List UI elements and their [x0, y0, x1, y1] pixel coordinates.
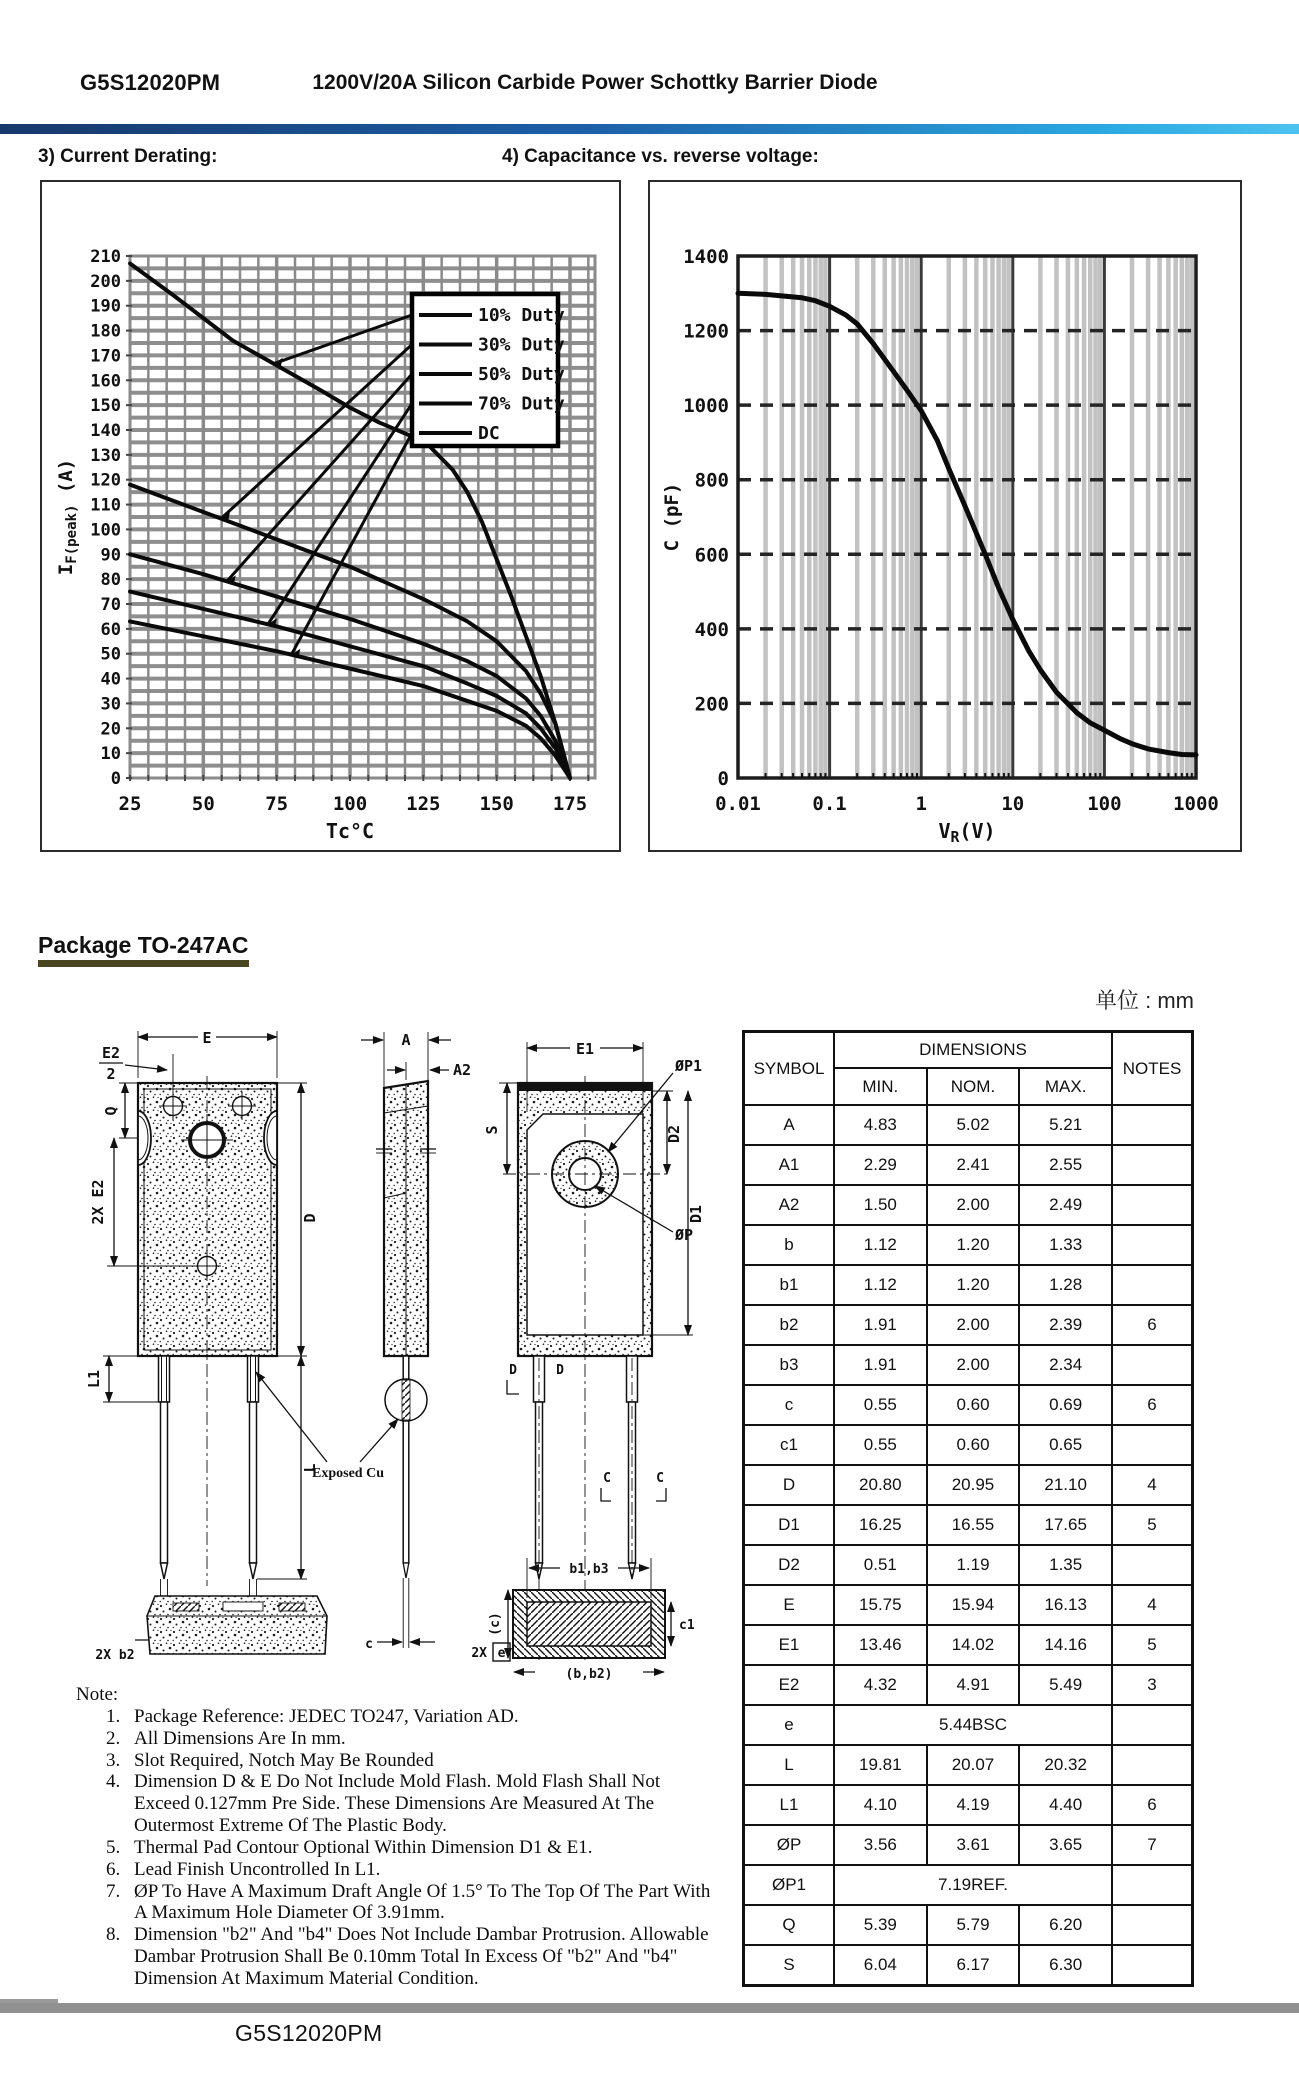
- dim-label-2xE2: 2X E2: [89, 1179, 107, 1225]
- min-cell: 6.04: [834, 1945, 927, 1986]
- min-cell: 16.25: [834, 1505, 927, 1545]
- note-item: [76, 1771, 712, 1837]
- table-row: [744, 1545, 1193, 1585]
- dim-label-D2: D2: [665, 1124, 683, 1144]
- note-cell: [1112, 1865, 1193, 1905]
- max-cell: 16.13: [1019, 1585, 1112, 1625]
- dim-label-2x: 2X: [471, 1646, 487, 1661]
- min-cell: 20.80: [834, 1465, 927, 1505]
- max-cell: 3.65: [1019, 1825, 1112, 1865]
- max-cell: 6.20: [1019, 1905, 1112, 1945]
- dimensions-table: [742, 1030, 1194, 1987]
- min-cell: 0.55: [834, 1425, 927, 1465]
- y-tick-label: 170: [90, 346, 121, 367]
- min-cell: 5.39: [834, 1905, 927, 1945]
- y-tick-label: 20: [100, 719, 121, 740]
- y-tick-label: 1200: [683, 320, 729, 343]
- package-outline-drawing: [55, 1018, 735, 1718]
- capacitance-chart-svg: [650, 182, 1240, 850]
- y-tick-label: 60: [100, 619, 121, 640]
- table-row: [744, 1305, 1193, 1345]
- table-row: [744, 1425, 1193, 1465]
- x-tick-label: 1: [915, 793, 927, 815]
- y-tick-label: 90: [100, 545, 121, 566]
- max-cell: 21.10: [1019, 1465, 1112, 1505]
- y-tick-label: 80: [100, 570, 121, 591]
- derating-chart-svg: [42, 182, 619, 850]
- note-cell: 6: [1112, 1385, 1193, 1425]
- max-cell: 1.35: [1019, 1545, 1112, 1585]
- notes-list: [76, 1706, 712, 1990]
- notes-block: [76, 1684, 712, 1990]
- symbol-cell: E: [744, 1585, 835, 1625]
- table-row: [744, 1385, 1193, 1425]
- symbol-cell: L1: [744, 1785, 835, 1825]
- min-cell: 15.75: [834, 1585, 927, 1625]
- x-tick-label: 100: [1087, 793, 1122, 815]
- max-cell: 5.49: [1019, 1665, 1112, 1705]
- y-tick-label: 150: [90, 396, 121, 417]
- col-header-symbol: SYMBOL: [744, 1032, 835, 1106]
- note-text: ØP To Have A Maximum Draft Angle Of 1.5° To The Top Of The Part With A Maximum Hole Diameter Of 3.91mm.: [134, 1880, 711, 1924]
- table-row: [744, 1505, 1193, 1545]
- side-view: [256, 1031, 471, 1652]
- symbol-cell: Q: [744, 1905, 835, 1945]
- table-row: [744, 1225, 1193, 1265]
- note-text: All Dimensions Are In mm.: [134, 1727, 346, 1749]
- y-tick-label: 110: [90, 495, 121, 516]
- legend: [412, 294, 565, 446]
- y-tick-label: 1000: [683, 395, 729, 418]
- package-title: Package TO-247AC: [38, 932, 249, 967]
- dim-label-L: L: [301, 1463, 319, 1473]
- package-outline-svg: [55, 1018, 735, 1718]
- x-tick-label: 50: [191, 793, 215, 815]
- capacitance-chart: [648, 180, 1242, 852]
- dim-label-c1: c1: [679, 1618, 695, 1633]
- page-title: 1200V/20A Silicon Carbide Power Schottky Barrier Diode: [312, 71, 878, 94]
- table-row: [744, 1705, 1193, 1745]
- note-cell: [1112, 1945, 1193, 1986]
- dim-label-c: c: [365, 1637, 373, 1652]
- min-cell: 1.91: [834, 1345, 927, 1385]
- x-tick-label: 10: [1001, 793, 1025, 815]
- note-cell: [1112, 1185, 1193, 1225]
- table-row: [744, 1185, 1193, 1225]
- note-cell: 4: [1112, 1585, 1193, 1625]
- nom-cell: 0.60: [927, 1385, 1020, 1425]
- symbol-cell: c: [744, 1385, 835, 1425]
- symbol-cell: E1: [744, 1625, 835, 1665]
- legend-label: 30% Duty: [478, 334, 565, 356]
- max-cell: 17.65: [1019, 1505, 1112, 1545]
- span-value-cell: 7.19REF.: [834, 1865, 1112, 1905]
- table-row: [744, 1865, 1193, 1905]
- min-cell: 4.10: [834, 1785, 927, 1825]
- note-cell: [1112, 1705, 1193, 1745]
- dim-label-L1: L1: [85, 1369, 103, 1389]
- y-axis-title: C (pF): [661, 482, 683, 552]
- nom-cell: 15.94: [927, 1585, 1020, 1625]
- nom-cell: 5.02: [927, 1105, 1020, 1145]
- units-label: 单位 : mm: [1095, 988, 1194, 1013]
- y-tick-label: 210: [90, 247, 121, 267]
- y-tick-label: 130: [90, 445, 121, 466]
- symbol-cell: ØP: [744, 1825, 835, 1865]
- symbol-cell: A1: [744, 1145, 835, 1185]
- col-header-nom: NOM.: [927, 1068, 1020, 1105]
- x-tick-label: 125: [406, 793, 441, 815]
- max-cell: 5.21: [1019, 1105, 1112, 1145]
- legend-label: 10% Duty: [478, 305, 565, 326]
- x-tick-label: 75: [265, 793, 289, 815]
- y-tick-label: 160: [90, 371, 121, 392]
- note-number: 5.: [106, 1836, 121, 1858]
- x-tick-label: 0.1: [812, 793, 847, 815]
- symbol-cell: D1: [744, 1505, 835, 1545]
- dim-label-D: D: [301, 1213, 319, 1223]
- note-cell: 6: [1112, 1785, 1193, 1825]
- span-value-cell: 5.44BSC: [834, 1705, 1112, 1745]
- footer-bar: [0, 2003, 1299, 2013]
- section-label-C-right: C: [656, 1471, 664, 1486]
- dim-label-P: ØP: [675, 1226, 694, 1244]
- col-header-min: MIN.: [834, 1068, 927, 1105]
- max-cell: 2.55: [1019, 1145, 1112, 1185]
- x-tick-label: 25: [118, 793, 142, 815]
- y-axis-title: $I_{F(peak)}$ (A): [55, 458, 80, 576]
- legend-label: 50% Duty: [478, 364, 565, 385]
- symbol-cell: D2: [744, 1545, 835, 1585]
- max-cell: 14.16: [1019, 1625, 1112, 1665]
- nom-cell: 14.02: [927, 1625, 1020, 1665]
- y-tick-label: 200: [90, 271, 121, 292]
- y-tick-label: 100: [90, 520, 121, 541]
- nom-cell: 20.07: [927, 1745, 1020, 1785]
- lead-cross-section: [488, 1558, 695, 1682]
- legend-label: DC: [478, 423, 500, 444]
- table-row: [744, 1145, 1193, 1185]
- dim-label-c-paren: (c): [488, 1612, 503, 1636]
- dim-label-P1: ØP1: [675, 1057, 703, 1075]
- y-tick-label: 120: [90, 470, 121, 491]
- table-row: [744, 1105, 1193, 1145]
- nom-cell: 3.61: [927, 1825, 1020, 1865]
- dim-label-E: E: [202, 1029, 212, 1047]
- section-label-C-left: C: [603, 1471, 611, 1486]
- y-tick-label: 50: [100, 644, 121, 665]
- exposed-cu-label: Exposed Cu: [312, 1466, 384, 1481]
- note-cell: 4: [1112, 1465, 1193, 1505]
- max-cell: 0.65: [1019, 1425, 1112, 1465]
- nom-cell: 20.95: [927, 1465, 1020, 1505]
- footer-part-number: G5S12020PM: [235, 2020, 383, 2046]
- note-cell: [1112, 1745, 1193, 1785]
- nom-cell: 0.60: [927, 1425, 1020, 1465]
- note-item: [76, 1837, 712, 1859]
- min-cell: 13.46: [834, 1625, 927, 1665]
- symbol-cell: ØP1: [744, 1865, 835, 1905]
- table-row: [744, 1265, 1193, 1305]
- min-cell: 0.51: [834, 1545, 927, 1585]
- dim-label-E1: E1: [575, 1040, 595, 1058]
- dim-label-S: S: [483, 1125, 501, 1135]
- dim-label-2xb2: 2X b2: [95, 1648, 135, 1663]
- section-label-D-right: D: [556, 1363, 564, 1378]
- note-cell: [1112, 1425, 1193, 1465]
- note-cell: 5: [1112, 1505, 1193, 1545]
- table-row: [744, 1905, 1193, 1945]
- section-title-capacitance: 4) Capacitance vs. reverse voltage:: [502, 146, 819, 167]
- x-tick-label: 0.01: [715, 793, 761, 815]
- derating-chart: [40, 180, 621, 852]
- note-text: Lead Finish Uncontrolled In L1.: [134, 1858, 381, 1880]
- dim-label-A2: A2: [453, 1061, 472, 1079]
- symbol-cell: b: [744, 1225, 835, 1265]
- dim-label-E2-num: E2: [101, 1044, 121, 1062]
- note-text: Slot Required, Notch May Be Rounded: [134, 1749, 434, 1771]
- symbol-cell: c1: [744, 1425, 835, 1465]
- note-cell: 5: [1112, 1625, 1193, 1665]
- y-tick-label: 600: [694, 544, 729, 567]
- table-row: [744, 1625, 1193, 1665]
- dim-table-body: [744, 1105, 1193, 1986]
- y-tick-label: 0: [110, 769, 121, 789]
- section-title-derating: 3) Current Derating:: [38, 146, 218, 167]
- note-number: 7.: [106, 1880, 121, 1902]
- note-cell: [1112, 1905, 1193, 1945]
- x-tick-label: 175: [552, 793, 588, 815]
- min-cell: 1.50: [834, 1185, 927, 1225]
- y-tick-label: 140: [90, 421, 121, 441]
- y-tick-label: 70: [100, 595, 121, 615]
- y-tick-label: 30: [100, 694, 121, 715]
- nom-cell: 2.00: [927, 1185, 1020, 1225]
- note-number: 2.: [106, 1727, 121, 1749]
- min-cell: 1.91: [834, 1305, 927, 1345]
- note-cell: [1112, 1225, 1193, 1265]
- note-item: [76, 1881, 712, 1925]
- min-cell: 3.56: [834, 1825, 927, 1865]
- section-label-D-left: D: [509, 1363, 517, 1378]
- nom-cell: 2.41: [927, 1145, 1020, 1185]
- x-axis-title: $V_R(V)$: [938, 819, 996, 846]
- table-row: [744, 1945, 1193, 1986]
- note-item: [76, 1859, 712, 1881]
- front-view: [85, 1029, 319, 1663]
- table-row: [744, 1585, 1193, 1625]
- max-cell: 2.34: [1019, 1345, 1112, 1385]
- note-number: 6.: [106, 1858, 121, 1880]
- note-text: Thermal Pad Contour Optional Within Dimension D1 & E1.: [134, 1836, 593, 1858]
- table-row: [744, 1665, 1193, 1705]
- back-leads: [534, 1356, 638, 1579]
- dim-label-bb2: (b,b2): [565, 1667, 613, 1682]
- nom-cell: 1.20: [927, 1265, 1020, 1305]
- front-leads: [159, 1356, 259, 1579]
- x-axis-title: Tc°C: [325, 819, 375, 843]
- y-tick-label: 0: [717, 768, 729, 790]
- max-cell: 0.69: [1019, 1385, 1112, 1425]
- col-header-dimensions: DIMENSIONS: [834, 1032, 1112, 1069]
- x-tick-label: 1000: [1173, 793, 1219, 815]
- table-row: [744, 1825, 1193, 1865]
- table-row: [744, 1745, 1193, 1785]
- y-tick-label: 10: [100, 744, 121, 765]
- note-cell: 3: [1112, 1665, 1193, 1705]
- symbol-cell: A2: [744, 1185, 835, 1225]
- col-header-max: MAX.: [1019, 1068, 1112, 1105]
- y-tick-label: 180: [90, 321, 121, 342]
- max-cell: 6.30: [1019, 1945, 1112, 1986]
- symbol-cell: b3: [744, 1345, 835, 1385]
- note-cell: [1112, 1105, 1193, 1145]
- note-cell: [1112, 1145, 1193, 1185]
- max-cell: 2.49: [1019, 1185, 1112, 1225]
- y-tick-label: 400: [694, 618, 729, 641]
- table-row: [744, 1465, 1193, 1505]
- min-cell: 4.83: [834, 1105, 927, 1145]
- x-tick-label: 150: [479, 793, 514, 815]
- symbol-cell: S: [744, 1945, 835, 1986]
- dim-label-e-boxed: e: [497, 1646, 506, 1661]
- min-cell: 2.29: [834, 1145, 927, 1185]
- min-cell: 19.81: [834, 1745, 927, 1785]
- note-cell: [1112, 1265, 1193, 1305]
- nom-cell: 1.19: [927, 1545, 1020, 1585]
- nom-cell: 4.19: [927, 1785, 1020, 1825]
- note-item: [76, 1924, 712, 1990]
- header-part-number: G5S12020PM: [80, 70, 221, 95]
- header-divider-bar: [0, 124, 1299, 134]
- y-tick-label: 40: [100, 669, 121, 690]
- bottom-view: [147, 1596, 327, 1654]
- symbol-cell: b1: [744, 1265, 835, 1305]
- y-tick-label: 200: [694, 693, 729, 716]
- note-cell: [1112, 1345, 1193, 1385]
- max-cell: 20.32: [1019, 1745, 1112, 1785]
- symbol-cell: e: [744, 1705, 835, 1745]
- nom-cell: 2.00: [927, 1345, 1020, 1385]
- dim-label-A: A: [401, 1031, 411, 1049]
- note-text: Dimension "b2" And "b4" Does Not Include Dambar Protrusion. Allowable Dambar Protrusion Shall Be 0.10mm Total In Excess Of "b2" And "b4" Dimension At Maximum Material Condition.: [134, 1924, 709, 1989]
- note-text: Dimension D & E Do Not Include Mold Flash. Mold Flash Shall Not Exceed 0.127mm Pre Side. These Dimensions Are Measured At The Outermost Extreme Of The Plastic Body.: [134, 1771, 661, 1837]
- y-tick-label: 1400: [683, 246, 729, 268]
- note-number: 8.: [106, 1924, 121, 1946]
- dim-label-Q: Q: [102, 1106, 120, 1116]
- note-item: [76, 1706, 712, 1728]
- note-text: Package Reference: JEDEC TO247, Variation AD.: [134, 1705, 519, 1727]
- min-cell: 0.55: [834, 1385, 927, 1425]
- min-cell: 1.12: [834, 1265, 927, 1305]
- max-cell: 1.28: [1019, 1265, 1112, 1305]
- max-cell: 2.39: [1019, 1305, 1112, 1345]
- col-header-notes: NOTES: [1112, 1032, 1193, 1106]
- symbol-cell: E2: [744, 1665, 835, 1705]
- symbol-cell: A: [744, 1105, 835, 1145]
- note-cell: 7: [1112, 1825, 1193, 1865]
- note-cell: [1112, 1545, 1193, 1585]
- dim-label-b1b3: b1,b3: [569, 1562, 609, 1577]
- table-row: [744, 1785, 1193, 1825]
- nom-cell: 4.91: [927, 1665, 1020, 1705]
- note-number: 3.: [106, 1749, 121, 1771]
- symbol-cell: D: [744, 1465, 835, 1505]
- note-item: [76, 1728, 712, 1750]
- nom-cell: 16.55: [927, 1505, 1020, 1545]
- note-number: 4.: [106, 1771, 121, 1793]
- min-cell: 4.32: [834, 1665, 927, 1705]
- x-tick-label: 100: [332, 793, 368, 815]
- symbol-cell: L: [744, 1745, 835, 1785]
- nom-cell: 2.00: [927, 1305, 1020, 1345]
- legend-label: 70% Duty: [478, 393, 565, 415]
- max-cell: 4.40: [1019, 1785, 1112, 1825]
- dim-label-E2-den: 2: [106, 1065, 116, 1083]
- nom-cell: 5.79: [927, 1905, 1020, 1945]
- min-cell: 1.12: [834, 1225, 927, 1265]
- notes-title: Note:: [76, 1684, 119, 1705]
- y-tick-label: 190: [90, 296, 121, 317]
- nom-cell: 6.17: [927, 1945, 1020, 1986]
- table-row: [744, 1345, 1193, 1385]
- nom-cell: 1.20: [927, 1225, 1020, 1265]
- note-item: [76, 1750, 712, 1772]
- note-cell: 6: [1112, 1305, 1193, 1345]
- symbol-cell: b2: [744, 1305, 835, 1345]
- note-number: 1.: [106, 1705, 121, 1727]
- max-cell: 1.33: [1019, 1225, 1112, 1265]
- dim-label-D1: D1: [687, 1204, 705, 1224]
- y-tick-label: 800: [694, 469, 729, 492]
